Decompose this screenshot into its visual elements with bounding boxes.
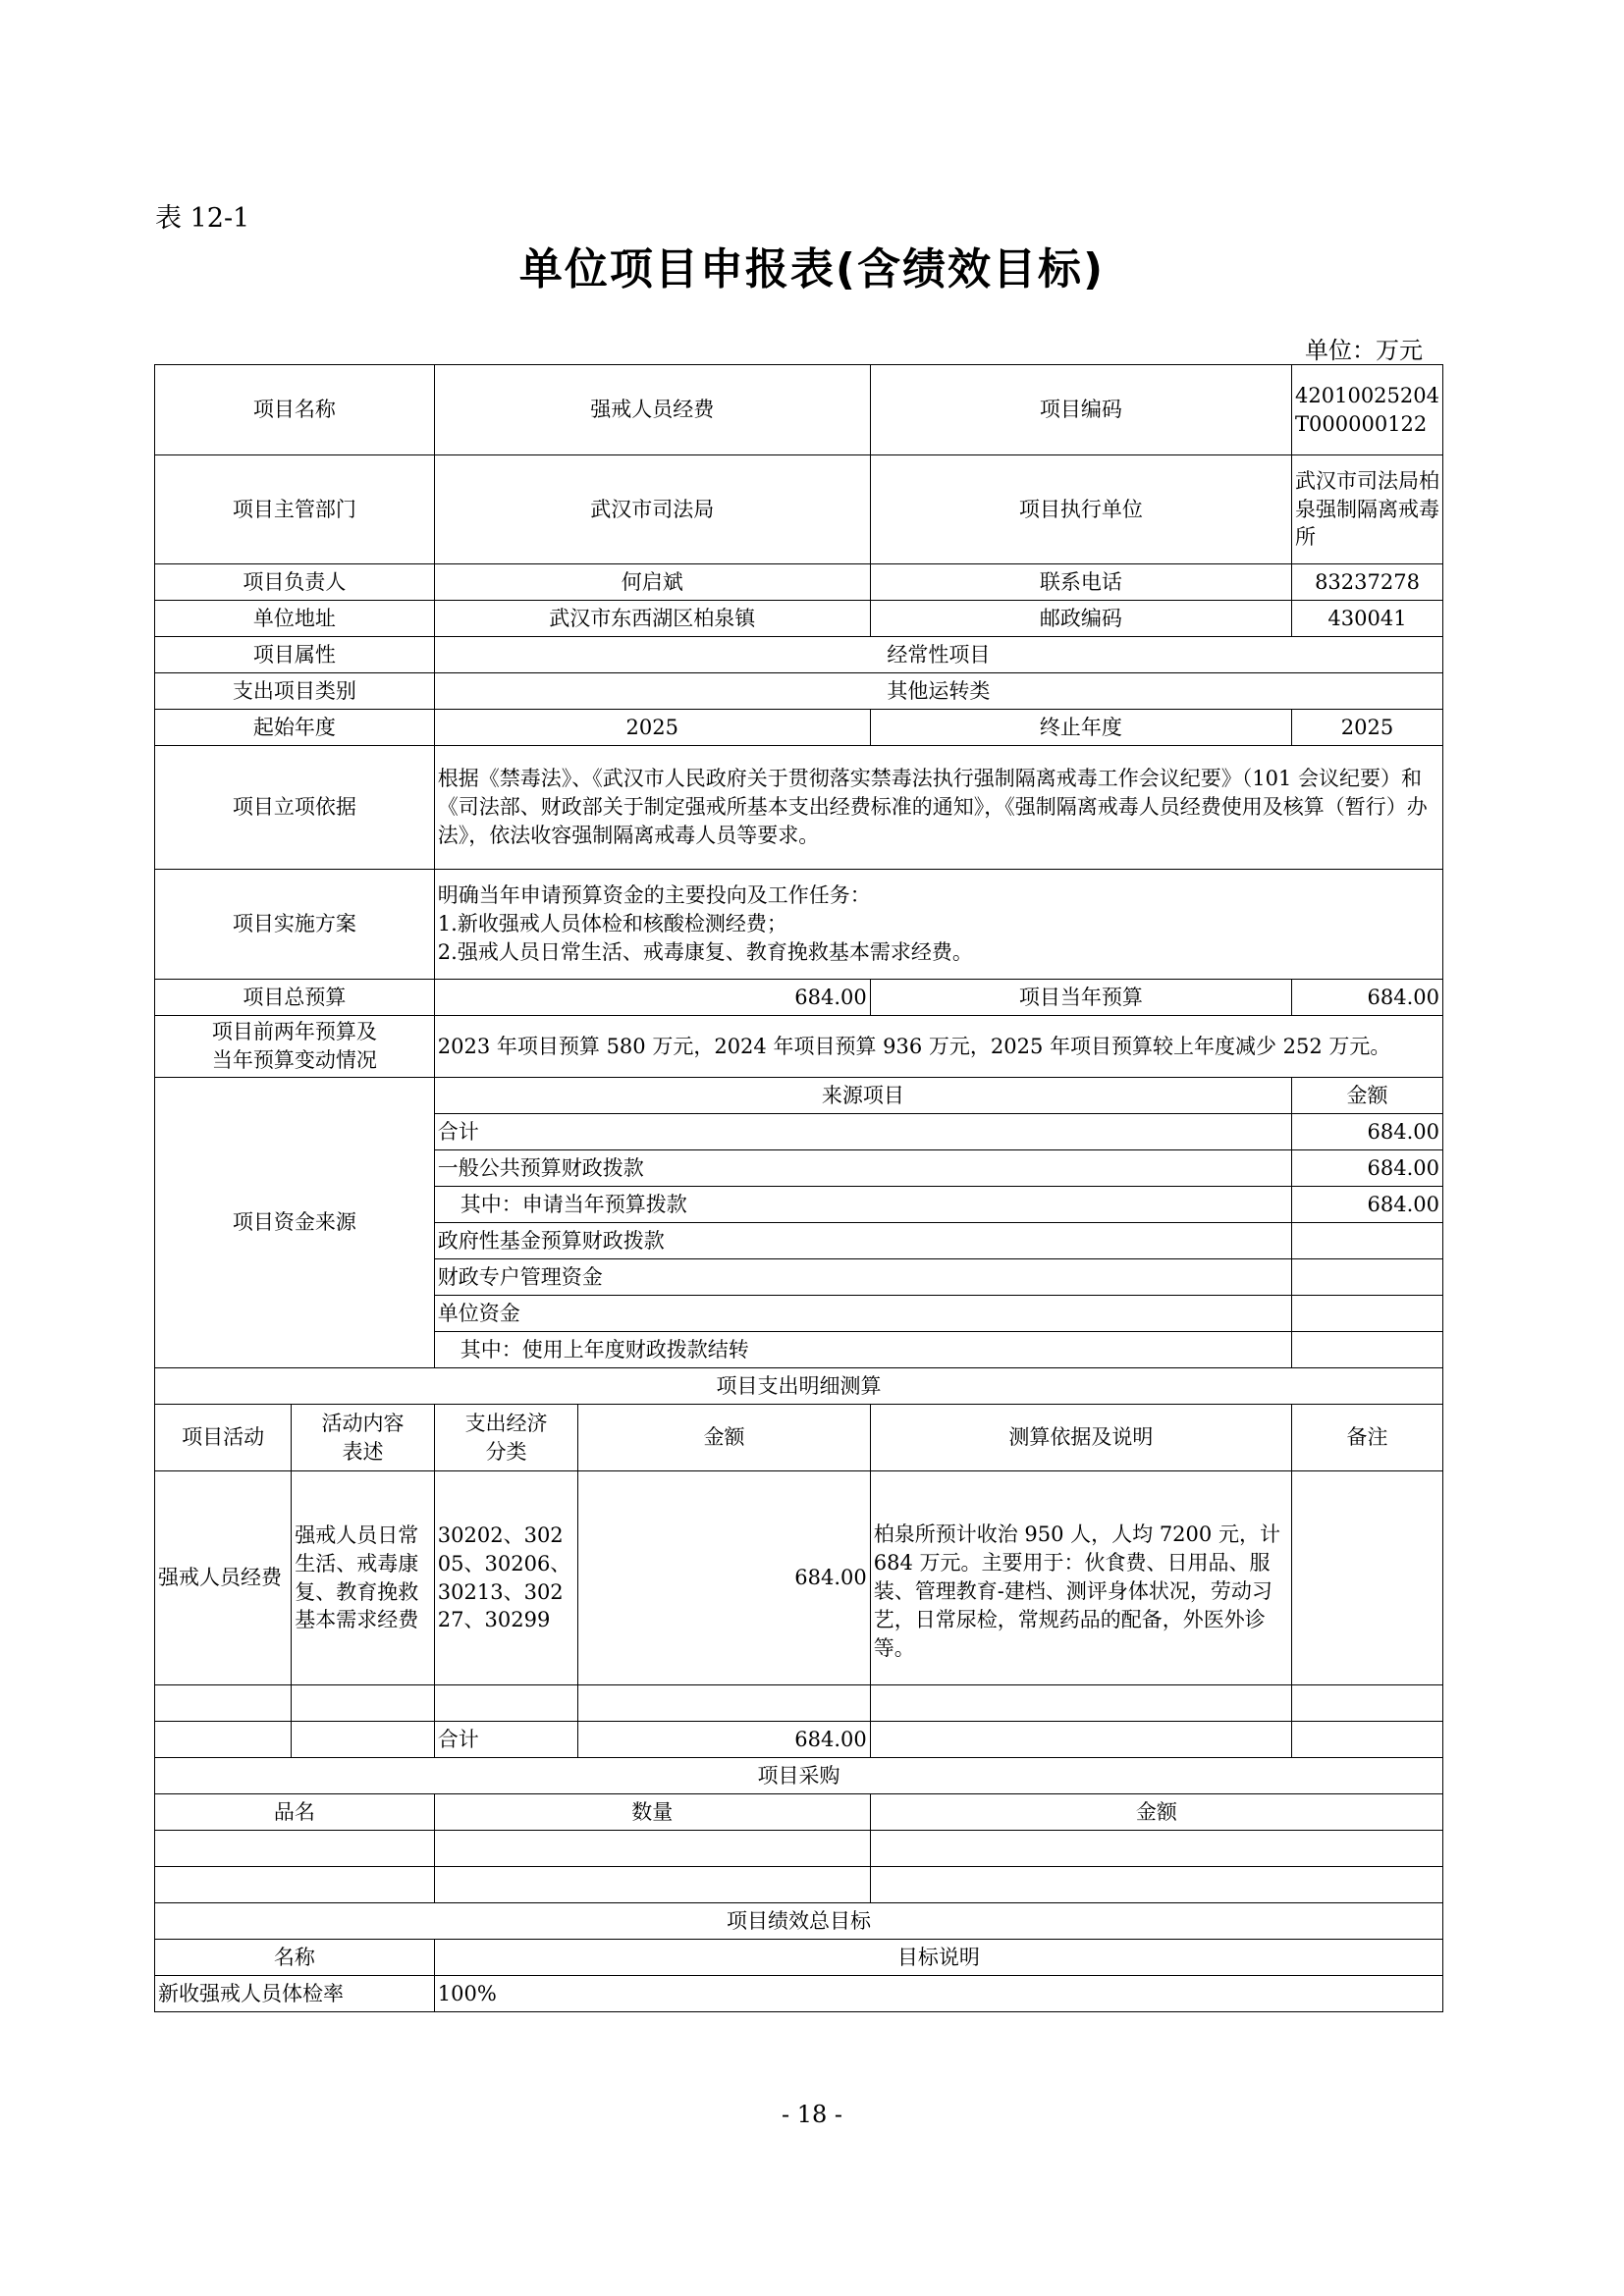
performance-header-row: [155, 1940, 1443, 1976]
performance-section-row: [155, 1903, 1443, 1940]
detail-remark: [1292, 1471, 1443, 1685]
detail-header-row: [155, 1405, 1443, 1471]
detail-section-row: [155, 1368, 1443, 1405]
detail-total-label: 合计: [434, 1722, 578, 1758]
row-plan: [155, 870, 1443, 980]
funding-source: 其中：申请当年预算拨款: [434, 1187, 1291, 1223]
row-category: [155, 673, 1443, 710]
empty-cell: [434, 1867, 870, 1903]
funding-amount: 684.00: [1292, 1150, 1443, 1187]
row-leader: [155, 564, 1443, 601]
empty-cell: [1292, 1685, 1443, 1722]
label-total-budget: 项目总预算: [155, 980, 435, 1016]
empty-cell: [870, 1867, 1442, 1903]
empty-cell: [155, 1685, 292, 1722]
detail-col-activity: 项目活动: [155, 1405, 292, 1471]
value-basis: 根据《禁毒法》、《武汉市人民政府关于贯彻落实禁毒法执行强制隔离戒毒工作会议纪要》（101 会议纪要）和《司法部、财政部关于制定强戒所基本支出经费标准的通知》，《强制隔离戒毒人员经费使用及核算（暂行）办法》，依法收容强制隔离戒毒人员等要求。: [434, 746, 1442, 870]
funding-amount: [1292, 1296, 1443, 1332]
detail-section-title: 项目支出明细测算: [155, 1368, 1443, 1405]
value-postcode: 430041: [1292, 601, 1443, 637]
value-start-year: 2025: [434, 710, 870, 746]
funding-header-row: [155, 1078, 1443, 1114]
label-attr: 项目属性: [155, 637, 435, 673]
label-category: 支出项目类别: [155, 673, 435, 710]
procurement-col-amount: 金额: [870, 1794, 1442, 1831]
procurement-col-name: 品名: [155, 1794, 435, 1831]
label-funding: 项目资金来源: [155, 1078, 435, 1368]
detail-total-row: [155, 1722, 1443, 1758]
empty-cell: [292, 1685, 435, 1722]
empty-cell: [434, 1831, 870, 1867]
label-end-year: 终止年度: [870, 710, 1291, 746]
table-number: 表 12-1: [155, 203, 250, 234]
page-number: - 18 -: [781, 2101, 842, 2128]
value-current-budget: 684.00: [1292, 980, 1443, 1016]
value-category: 其他运转类: [434, 673, 1442, 710]
value-attr: 经常性项目: [434, 637, 1442, 673]
detail-content: 强戒人员日常生活、戒毒康复、教育挽救基本需求经费: [292, 1471, 435, 1685]
procurement-section-row: [155, 1758, 1443, 1794]
label-basis: 项目立项依据: [155, 746, 435, 870]
row-years: [155, 710, 1443, 746]
funding-source: 一般公共预算财政拨款: [434, 1150, 1291, 1187]
label-project-name: 项目名称: [155, 365, 435, 455]
value-project-name: 强戒人员经费: [434, 365, 870, 455]
funding-amount: [1292, 1332, 1443, 1368]
empty-cell: [578, 1685, 870, 1722]
label-start-year: 起始年度: [155, 710, 435, 746]
detail-amount: 684.00: [578, 1471, 870, 1685]
label-project-code: 项目编码: [870, 365, 1291, 455]
procurement-empty-row: [155, 1831, 1443, 1867]
empty-cell: [870, 1722, 1291, 1758]
performance-col-desc: 目标说明: [434, 1940, 1442, 1976]
value-end-year: 2025: [1292, 710, 1443, 746]
detail-activity: 强戒人员经费: [155, 1471, 292, 1685]
performance-col-name: 名称: [155, 1940, 435, 1976]
value-leader: 何启斌: [434, 564, 870, 601]
funding-amount: 684.00: [1292, 1187, 1443, 1223]
row-budget: [155, 980, 1443, 1016]
empty-cell: [155, 1831, 435, 1867]
empty-cell: [1292, 1722, 1443, 1758]
unit-note: 单位：万元: [1305, 337, 1423, 364]
detail-empty-row: [155, 1685, 1443, 1722]
performance-section-title: 项目绩效总目标: [155, 1903, 1443, 1940]
row-attr: [155, 637, 1443, 673]
label-exec-unit: 项目执行单位: [870, 455, 1291, 564]
empty-cell: [292, 1722, 435, 1758]
detail-col-remark: 备注: [1292, 1405, 1443, 1471]
procurement-header-row: [155, 1794, 1443, 1831]
procurement-section-title: 项目采购: [155, 1758, 1443, 1794]
label-postcode: 邮政编码: [870, 601, 1291, 637]
detail-econ: 30202、30205、30206、30213、30227、30299: [434, 1471, 578, 1685]
procurement-col-qty: 数量: [434, 1794, 870, 1831]
detail-row: [155, 1471, 1443, 1685]
funding-amount: [1292, 1223, 1443, 1259]
label-plan: 项目实施方案: [155, 870, 435, 980]
performance-desc: 100%: [434, 1976, 1442, 2012]
funding-col-amount: 金额: [1292, 1078, 1443, 1114]
value-project-code: 42010025204T000000122: [1292, 365, 1443, 455]
performance-row: [155, 1976, 1443, 2012]
detail-col-econ: 支出经济 分类: [434, 1405, 578, 1471]
performance-name: 新收强戒人员体检率: [155, 1976, 435, 2012]
label-current-budget: 项目当年预算: [870, 980, 1291, 1016]
funding-source: 合计: [434, 1114, 1291, 1150]
funding-source: 财政专户管理资金: [434, 1259, 1291, 1296]
row-change: [155, 1016, 1443, 1078]
funding-source: 政府性基金预算财政拨款: [434, 1223, 1291, 1259]
value-plan: 明确当年申请预算资金的主要投向及工作任务： 1.新收强戒人员体检和核酸检测经费； 2.强戒人员日常生活、戒毒康复、教育挽救基本需求经费。: [434, 870, 1442, 980]
empty-cell: [155, 1867, 435, 1903]
detail-col-note: 测算依据及说明: [870, 1405, 1291, 1471]
value-total-budget: 684.00: [434, 980, 870, 1016]
procurement-empty-row: [155, 1867, 1443, 1903]
label-address: 单位地址: [155, 601, 435, 637]
page-title: 单位项目申报表(含绩效目标): [518, 244, 1106, 294]
detail-total-amount: 684.00: [578, 1722, 870, 1758]
value-phone: 83237278: [1292, 564, 1443, 601]
empty-cell: [870, 1831, 1442, 1867]
empty-cell: [434, 1685, 578, 1722]
label-dept: 项目主管部门: [155, 455, 435, 564]
label-leader: 项目负责人: [155, 564, 435, 601]
funding-amount: [1292, 1259, 1443, 1296]
row-dept: [155, 455, 1443, 564]
label-phone: 联系电话: [870, 564, 1291, 601]
empty-cell: [870, 1685, 1291, 1722]
funding-col-source: 来源项目: [434, 1078, 1291, 1114]
label-budget-change: 项目前两年预算及 当年预算变动情况: [155, 1016, 435, 1078]
project-declaration-table: [154, 364, 1443, 2012]
value-budget-change: 2023 年项目预算 580 万元，2024 年项目预算 936 万元，2025 年项目预算较上年度减少 252 万元。: [434, 1016, 1442, 1078]
value-dept: 武汉市司法局: [434, 455, 870, 564]
value-exec-unit: 武汉市司法局柏泉强制隔离戒毒所: [1292, 455, 1443, 564]
funding-amount: 684.00: [1292, 1114, 1443, 1150]
funding-source: 单位资金: [434, 1296, 1291, 1332]
value-address: 武汉市东西湖区柏泉镇: [434, 601, 870, 637]
detail-note: 柏泉所预计收治 950 人，人均 7200 元，计 684 万元。主要用于：伙食费、日用品、服装、管理教育-建档、测评身体状况，劳动习艺，日常尿检，常规药品的配备，外医外诊等。: [870, 1471, 1291, 1685]
row-basis: [155, 746, 1443, 870]
funding-source: 其中：使用上年度财政拨款结转: [434, 1332, 1291, 1368]
detail-col-content: 活动内容 表述: [292, 1405, 435, 1471]
row-project-name: [155, 365, 1443, 455]
row-address: [155, 601, 1443, 637]
detail-col-amount: 金额: [578, 1405, 870, 1471]
empty-cell: [155, 1722, 292, 1758]
